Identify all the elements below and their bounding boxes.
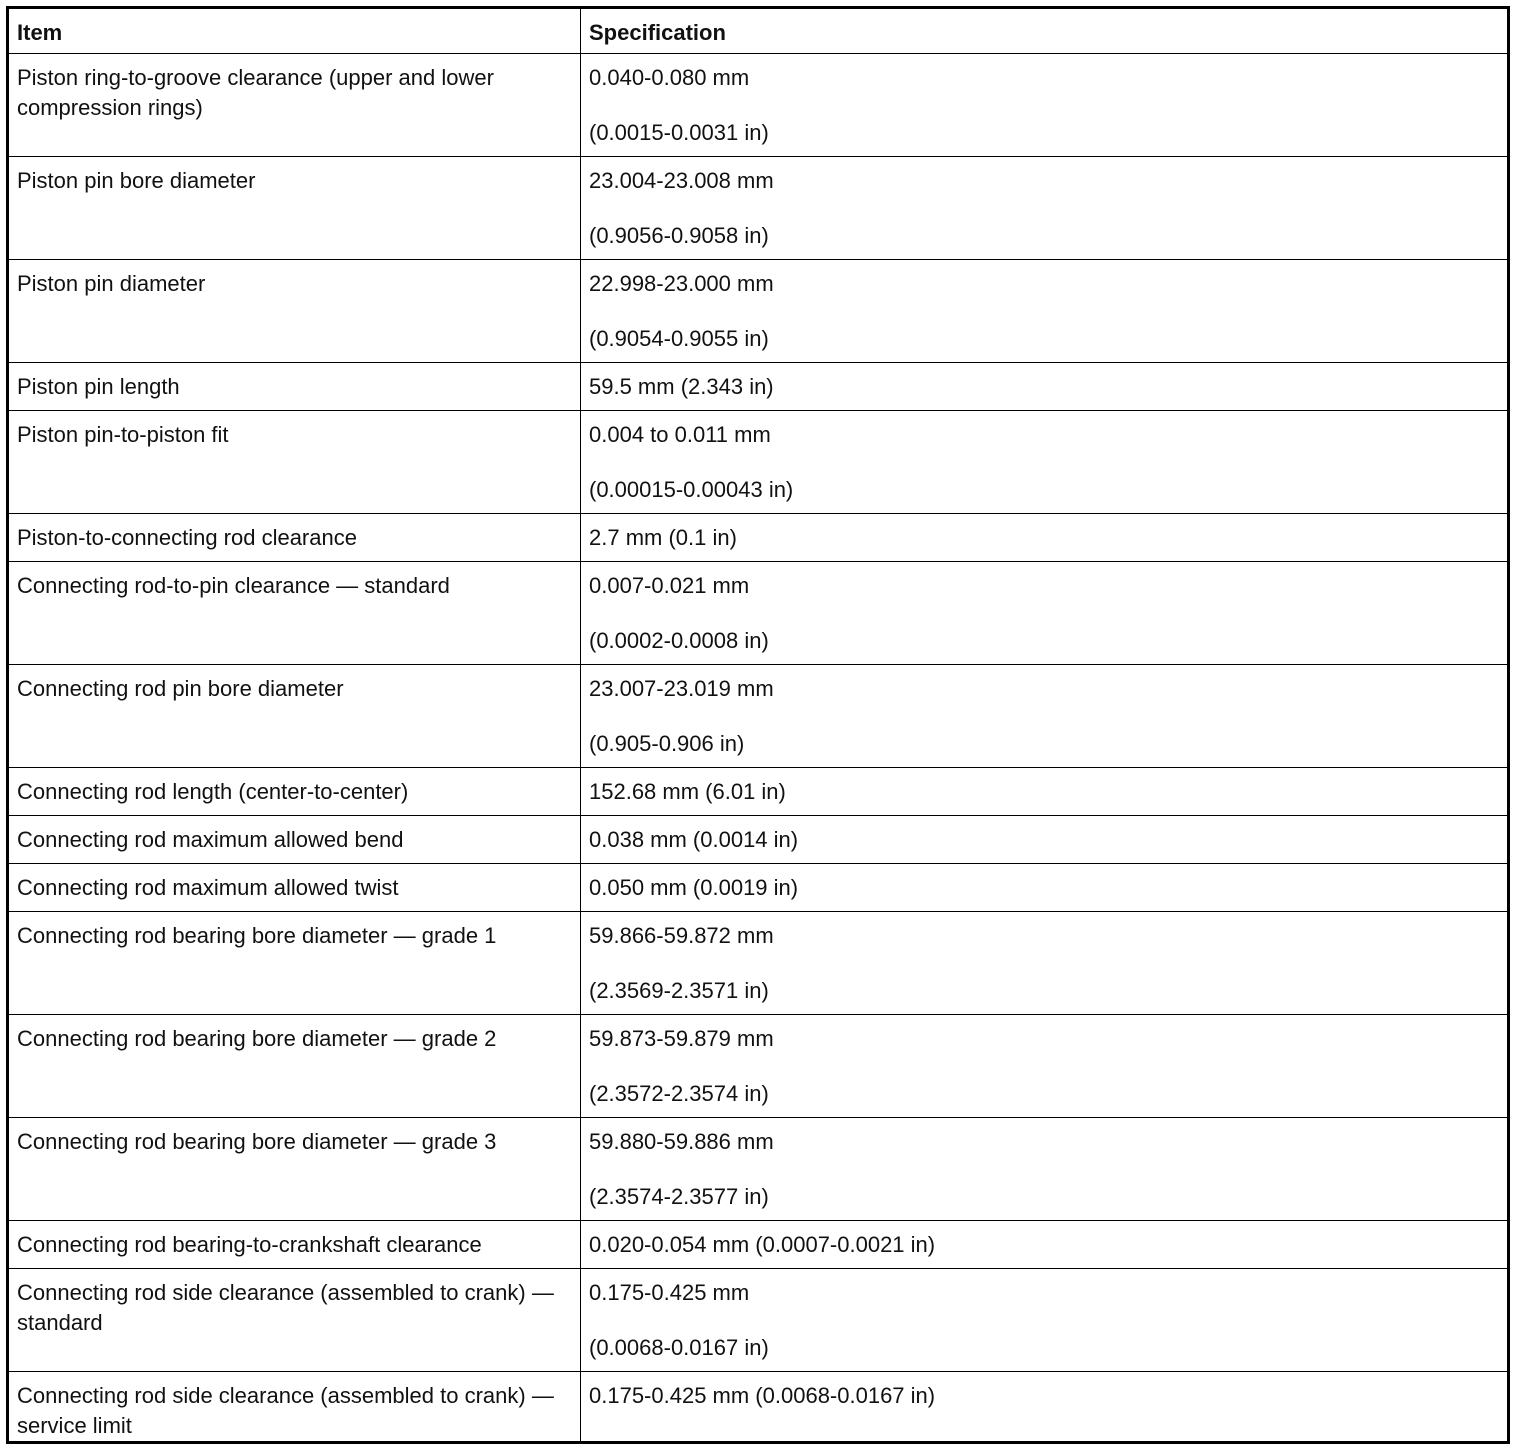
item-cell: Piston pin-to-piston fit (8, 411, 581, 514)
specification-cell (581, 1118, 1509, 1221)
specification-cell (581, 562, 1509, 665)
spec-value: 0.175-0.425 mm (589, 1280, 750, 1305)
spec-value-converted: (0.00015-0.00043 in) (589, 477, 794, 502)
table-row (8, 54, 1509, 157)
column-header-item: Item (8, 8, 581, 54)
item-cell: Connecting rod length (center-to-center) (8, 768, 581, 816)
item-cell: Piston pin bore diameter (8, 157, 581, 260)
specification-cell (581, 912, 1509, 1015)
item-cell: Connecting rod side clearance (assembled to crank) — standard (8, 1269, 581, 1372)
spec-value: 23.004-23.008 mm (589, 168, 774, 193)
spec-value-converted: (2.3569-2.3571 in) (589, 978, 769, 1003)
specification-cell (581, 411, 1509, 514)
table-row (8, 665, 1509, 768)
spec-value: 0.020-0.054 mm (0.0007-0.0021 in) (589, 1232, 936, 1257)
spec-value-converted: (0.0002-0.0008 in) (589, 628, 769, 653)
table-row (8, 260, 1509, 363)
table-row (8, 514, 1509, 562)
item-cell: Connecting rod maximum allowed twist (8, 864, 581, 912)
column-header-specification: Specification (581, 8, 1509, 54)
item-cell: Connecting rod bearing bore diameter — grade 3 (8, 1118, 581, 1221)
table-row (8, 1372, 1509, 1443)
table-row (8, 411, 1509, 514)
table-row (8, 1015, 1509, 1118)
table-body (8, 54, 1509, 1443)
spec-value: 152.68 mm (6.01 in) (589, 779, 786, 804)
specification-cell (581, 1221, 1509, 1269)
specification-cell (581, 54, 1509, 157)
spec-value: 59.873-59.879 mm (589, 1026, 774, 1051)
spec-value: 2.7 mm (0.1 in) (589, 525, 737, 550)
item-cell: Connecting rod side clearance (assembled to crank) — service limit (8, 1372, 581, 1443)
specification-cell (581, 157, 1509, 260)
table-row (8, 816, 1509, 864)
item-cell: Connecting rod pin bore diameter (8, 665, 581, 768)
spec-value: 0.175-0.425 mm (0.0068-0.0167 in) (589, 1383, 936, 1408)
table-row (8, 912, 1509, 1015)
specification-table (6, 6, 1510, 1444)
specification-cell (581, 260, 1509, 363)
item-cell: Piston ring-to-groove clearance (upper and lower compression rings) (8, 54, 581, 157)
spec-value: 0.038 mm (0.0014 in) (589, 827, 799, 852)
spec-value-converted: (0.905-0.906 in) (589, 731, 745, 756)
specification-cell (581, 1269, 1509, 1372)
spec-value: 59.5 mm (2.343 in) (589, 374, 774, 399)
specification-cell (581, 514, 1509, 562)
spec-value: 0.007-0.021 mm (589, 573, 750, 598)
spec-value: 0.004 to 0.011 mm (589, 422, 771, 447)
item-cell: Piston-to-connecting rod clearance (8, 514, 581, 562)
spec-value-converted: (0.0068-0.0167 in) (589, 1335, 769, 1360)
table-row (8, 768, 1509, 816)
item-cell: Connecting rod bearing bore diameter — grade 1 (8, 912, 581, 1015)
specification-cell (581, 665, 1509, 768)
table-row (8, 864, 1509, 912)
spec-value: 59.880-59.886 mm (589, 1129, 774, 1154)
item-cell: Connecting rod bearing-to-crankshaft clearance (8, 1221, 581, 1269)
table-row (8, 1221, 1509, 1269)
spec-value-converted: (0.9054-0.9055 in) (589, 326, 769, 351)
table-row (8, 562, 1509, 665)
specification-cell (581, 363, 1509, 411)
spec-value: 59.866-59.872 mm (589, 923, 774, 948)
header-row (8, 8, 1509, 54)
item-cell: Connecting rod bearing bore diameter — grade 2 (8, 1015, 581, 1118)
table-row (8, 1118, 1509, 1221)
item-cell: Piston pin length (8, 363, 581, 411)
spec-value: 22.998-23.000 mm (589, 271, 774, 296)
table-row (8, 363, 1509, 411)
item-cell: Connecting rod maximum allowed bend (8, 816, 581, 864)
spec-value-converted: (2.3572-2.3574 in) (589, 1081, 769, 1106)
specification-cell (581, 864, 1509, 912)
specification-cell (581, 768, 1509, 816)
specification-cell (581, 1015, 1509, 1118)
table-row (8, 157, 1509, 260)
spec-value-converted: (2.3574-2.3577 in) (589, 1184, 769, 1209)
item-cell: Connecting rod-to-pin clearance — standard (8, 562, 581, 665)
spec-value-converted: (0.9056-0.9058 in) (589, 223, 769, 248)
specification-cell (581, 1372, 1509, 1443)
spec-value: 0.040-0.080 mm (589, 65, 750, 90)
specification-cell (581, 816, 1509, 864)
item-cell: Piston pin diameter (8, 260, 581, 363)
spec-value: 23.007-23.019 mm (589, 676, 774, 701)
spec-value: 0.050 mm (0.0019 in) (589, 875, 799, 900)
spec-value-converted: (0.0015-0.0031 in) (589, 120, 769, 145)
table-row (8, 1269, 1509, 1372)
